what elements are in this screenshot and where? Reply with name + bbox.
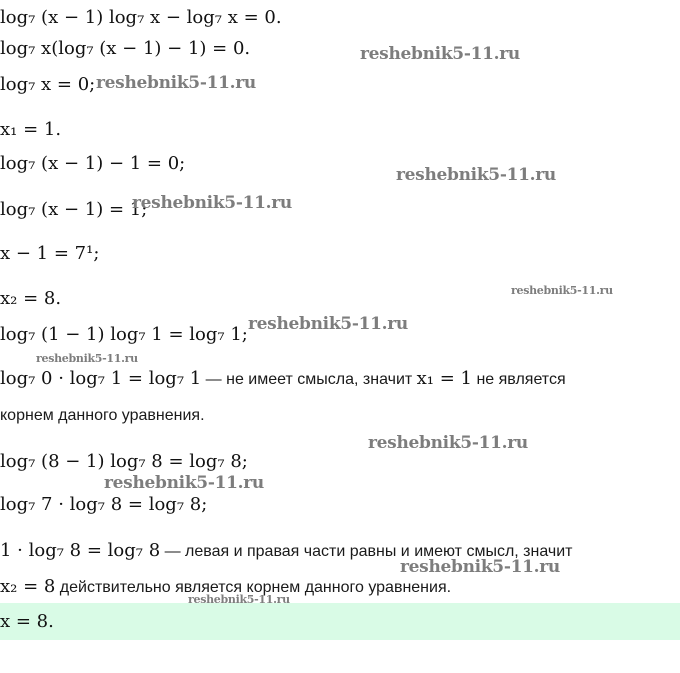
watermark: reshebnik5-11.ru [96, 73, 256, 93]
equation-line-4: x₁ = 1. [0, 119, 62, 140]
equation-line-3: log₇ x = 0; [0, 74, 96, 95]
answer-highlight [0, 603, 680, 640]
equation-line-10: log₇ (8 − 1) log₇ 8 = log₇ 8; [0, 451, 248, 472]
equation-line-6: log₇ (x − 1) = 1; [0, 199, 148, 220]
watermark: reshebnik5-11.ru [400, 557, 560, 577]
check-text-1: — не имеет смысла, значит [201, 371, 417, 388]
check-text-2: не является [472, 371, 566, 388]
check-text-5: действительно является корнем данного уравнения. [55, 579, 452, 596]
equation-line-1: log₇ (x − 1) log₇ x − log₇ x = 0. [0, 7, 282, 28]
equation-line-7: x − 1 = 7¹; [0, 243, 100, 264]
check-line-1 [0, 368, 566, 391]
equation-line-11: log₇ 7 · log₇ 8 = log₇ 8; [0, 494, 208, 515]
equation-line-2: log₇ x(log₇ (x − 1) − 1) = 0. [0, 38, 251, 59]
final-answer: x = 8. [0, 611, 54, 632]
equation-line-9: log₇ (1 − 1) log₇ 1 = log₇ 1; [0, 324, 248, 345]
watermark: reshebnik5-11.ru [368, 433, 528, 453]
watermark: reshebnik5-11.ru [132, 193, 292, 213]
equation-line-8: x₂ = 8. [0, 288, 62, 309]
equation-line-5: log₇ (x − 1) − 1 = 0; [0, 153, 186, 174]
watermark: reshebnik5-11.ru [511, 284, 613, 297]
check-expression-1: log₇ 0 · log₇ 1 = log₇ 1 [0, 368, 202, 389]
check-text-3: корнем данного уравнения. [0, 407, 205, 424]
watermark: reshebnik5-11.ru [36, 352, 138, 365]
check-root-1: x₁ = 1 [416, 368, 473, 389]
watermark: reshebnik5-11.ru [188, 593, 290, 606]
check-expression-2: 1 · log₇ 8 = log₇ 8 [0, 540, 161, 561]
watermark: reshebnik5-11.ru [248, 314, 408, 334]
watermark: reshebnik5-11.ru [360, 44, 520, 64]
check-text-4: — левая и правая части равны и имеют смысл, значит [160, 543, 573, 560]
watermark: reshebnik5-11.ru [396, 165, 556, 185]
check-root-2: x₂ = 8 [0, 576, 56, 597]
watermark: reshebnik5-11.ru [104, 473, 264, 493]
